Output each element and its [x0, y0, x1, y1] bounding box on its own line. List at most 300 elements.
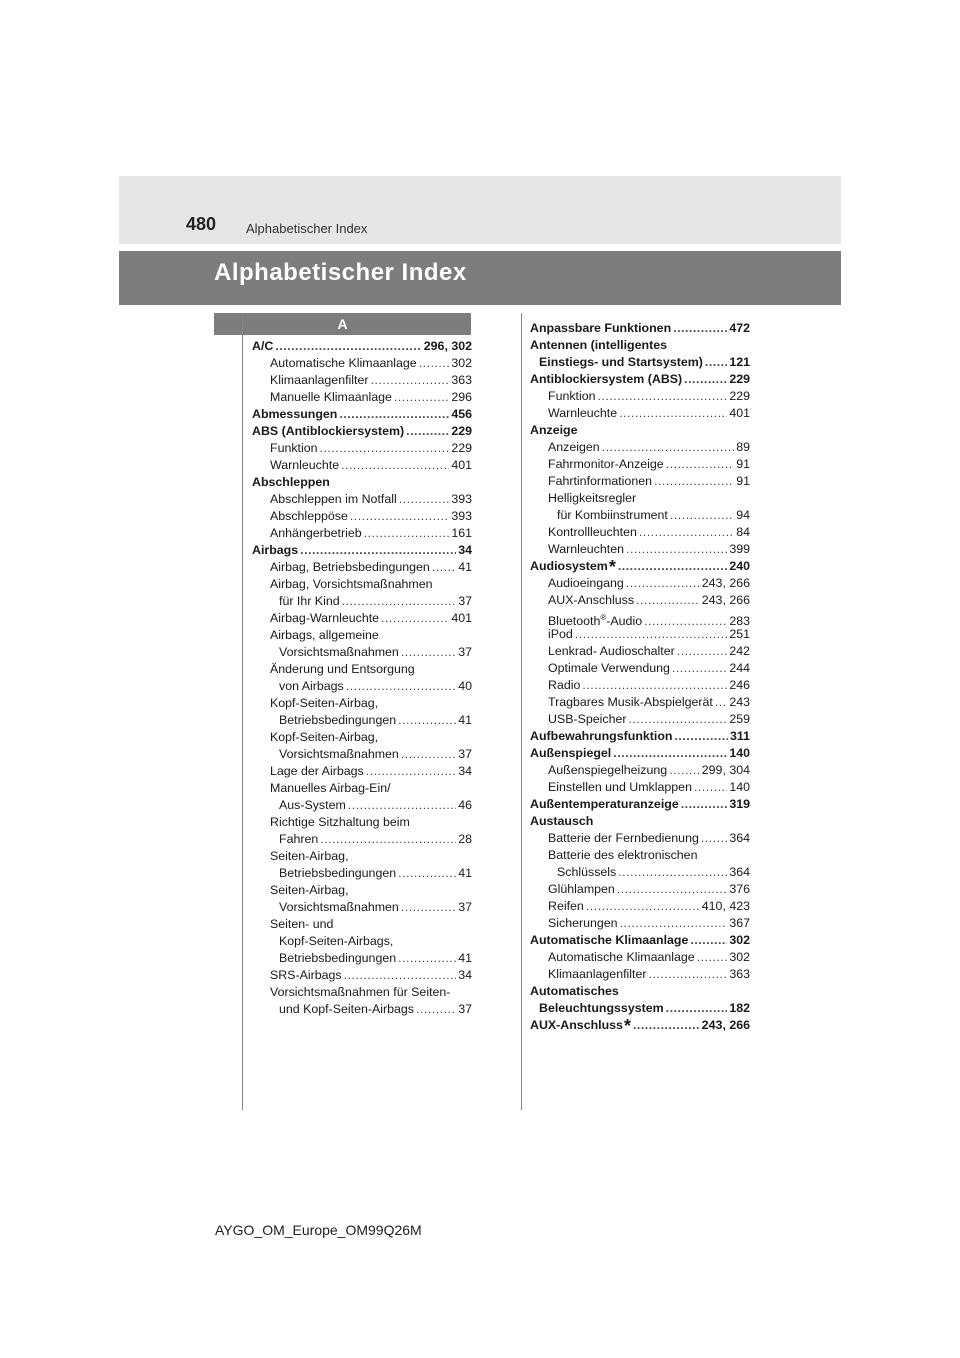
index-entry-page[interactable]: 91	[736, 457, 750, 471]
header-band	[119, 176, 841, 244]
index-entry-term: Kontrollleuchten	[548, 525, 637, 539]
dot-leader	[619, 405, 727, 422]
index-entry-term: Lage der Airbags	[270, 764, 364, 778]
dot-leader	[432, 559, 456, 576]
index-entry-term: Seiten-Airbag,	[270, 883, 349, 897]
index-entry-page[interactable]: 34	[458, 968, 472, 982]
page-title: Alphabetischer Index	[214, 259, 467, 286]
index-entry	[530, 677, 750, 694]
index-entry-page[interactable]: 393	[451, 509, 472, 523]
index-entry-term: Lenkrad- Audioschalter	[548, 644, 675, 658]
index-entry-term: Außenspiegelheizung	[548, 763, 668, 777]
dot-leader	[399, 491, 450, 508]
index-entry-term: Anpassbare Funktionen	[530, 321, 672, 335]
index-entry-term: Beleuchtungssystem	[539, 1001, 664, 1015]
dot-leader	[398, 865, 456, 882]
index-entry	[252, 355, 472, 372]
index-entry-term: Richtige Sitzhaltung beim	[270, 815, 410, 829]
index-entry	[252, 746, 472, 763]
index-entry	[252, 508, 472, 525]
dot-leader	[690, 932, 727, 949]
index-entry-page[interactable]: 367	[729, 916, 750, 930]
dot-leader	[701, 830, 727, 847]
index-entry-page[interactable]: 299, 304	[701, 763, 750, 777]
dot-leader	[346, 678, 456, 695]
index-entry	[252, 423, 472, 440]
dot-leader	[674, 728, 728, 745]
index-entry	[530, 847, 750, 864]
index-entry-page[interactable]: 401	[729, 406, 750, 420]
index-entry-page[interactable]: 401	[451, 611, 472, 625]
index-entry-page[interactable]: 363	[729, 967, 750, 981]
dot-leader	[575, 626, 728, 643]
index-entry-term: Manuelles Airbag-Ein/	[270, 781, 391, 795]
dot-leader	[344, 967, 457, 984]
dot-leader	[677, 643, 728, 660]
index-entry-term: Austausch	[530, 814, 594, 828]
footnote-star: *	[608, 557, 616, 577]
index-entry	[530, 388, 750, 405]
index-entry-page[interactable]: 302	[729, 933, 750, 947]
dot-leader	[618, 864, 727, 881]
index-entry-term: Funktion	[270, 441, 318, 455]
dot-leader	[602, 439, 735, 456]
index-entry	[530, 524, 750, 541]
dot-leader	[684, 371, 727, 388]
index-entry-term: iPod	[548, 627, 573, 641]
index-entry	[252, 644, 472, 661]
index-entry-term: Reifen	[548, 899, 584, 913]
index-entry-page[interactable]: 244	[729, 661, 750, 675]
index-entry-term: Bluetooth®-Audio	[548, 613, 643, 629]
index-entry	[530, 320, 750, 337]
index-entry-term: Abschleppen	[252, 475, 330, 489]
dot-leader	[697, 949, 728, 966]
index-entry-term: Schlüssels	[557, 865, 617, 879]
index-entry	[252, 678, 472, 695]
column-divider-left	[242, 313, 243, 1110]
index-entry-page[interactable]: 246	[729, 678, 750, 692]
dot-leader	[626, 575, 700, 592]
index-entry-term: Airbag, Betriebsbedingungen	[270, 560, 430, 574]
dot-leader	[401, 644, 456, 661]
index-entry	[252, 933, 472, 950]
header-section-title: Alphabetischer Index	[246, 221, 368, 236]
index-entry	[530, 745, 750, 762]
index-entry	[252, 372, 472, 389]
dot-leader	[300, 542, 456, 559]
index-entry-term: Antennen (intelligentes	[530, 338, 667, 352]
index-entry-page[interactable]: 84	[736, 525, 750, 539]
dot-leader	[617, 881, 728, 898]
dot-leader	[654, 473, 734, 490]
index-entry	[530, 830, 750, 847]
index-entry-term: Aufbewahrungsfunktion	[530, 729, 673, 743]
index-entry	[530, 541, 750, 558]
footer-document-code: AYGO_OM_Europe_OM99Q26M	[215, 1222, 422, 1238]
dot-leader	[669, 762, 700, 779]
index-entry-page[interactable]: 302	[451, 356, 472, 370]
index-column-1	[252, 338, 472, 1018]
index-entry-term: Vorsichtsmaßnahmen	[279, 645, 399, 659]
index-entry-page[interactable]: 229	[729, 389, 750, 403]
index-entry-term: Seiten-Airbag,	[270, 849, 349, 863]
index-entry-term: Anhängerbetrieb	[270, 526, 362, 540]
index-entry-term: Außenspiegel	[530, 746, 612, 760]
index-entry	[530, 762, 750, 779]
index-entry	[252, 610, 472, 627]
index-entry-term: Vorsichtsmaßnahmen	[279, 900, 399, 914]
dot-leader	[398, 950, 456, 967]
index-entry-page[interactable]: 364	[729, 831, 750, 845]
index-entry	[530, 660, 750, 677]
index-entry-page[interactable]: 41	[458, 866, 472, 880]
index-entry-term: Airbag-Warnleuchte	[270, 611, 380, 625]
index-entry	[530, 711, 750, 728]
dot-leader	[673, 320, 727, 337]
index-entry-page[interactable]: 37	[458, 645, 472, 659]
dot-leader	[275, 338, 421, 355]
index-entry-page[interactable]: 243, 266	[701, 576, 750, 590]
index-entry	[252, 389, 472, 406]
index-entry	[530, 728, 750, 745]
index-entry-term: Vorsichtsmaßnahmen	[279, 747, 399, 761]
index-entry	[252, 457, 472, 474]
dot-leader	[320, 440, 450, 457]
index-entry-page[interactable]: 472	[729, 321, 750, 335]
index-entry-page[interactable]: 41	[458, 713, 472, 727]
index-entry-term: Anzeige	[530, 423, 578, 437]
index-entry	[530, 898, 750, 915]
index-entry-term: USB-Speicher	[548, 712, 627, 726]
index-entry-page[interactable]: 140	[729, 780, 750, 794]
index-entry-page[interactable]: 182	[729, 1001, 750, 1015]
index-entry-term: SRS-Airbags	[270, 968, 342, 982]
index-entry	[252, 525, 472, 542]
index-entry-page[interactable]: 259	[729, 712, 750, 726]
dot-leader	[342, 593, 457, 610]
page-number: 480	[186, 214, 217, 234]
index-entry-term: Batterie des elektronischen	[548, 848, 698, 862]
dot-leader	[394, 389, 449, 406]
dot-leader	[320, 831, 456, 848]
index-entry-page[interactable]: 41	[458, 951, 472, 965]
dot-leader	[618, 558, 727, 575]
dot-leader	[670, 507, 734, 524]
dot-leader	[419, 355, 450, 372]
index-entry-term: Abschleppöse	[270, 509, 348, 523]
index-entry-term: Außentemperaturanzeige	[530, 797, 679, 811]
dot-leader	[366, 763, 457, 780]
index-entry-term: ABS (Antiblockiersystem)	[252, 424, 405, 438]
index-entry	[530, 337, 750, 354]
index-entry-term: Klimaanlagenfilter	[548, 967, 647, 981]
index-entry-page[interactable]: 140	[729, 746, 750, 760]
dot-leader	[586, 898, 700, 915]
column-divider-right	[521, 313, 522, 1110]
index-entry-term: Audiosystem*	[530, 557, 616, 577]
dot-leader	[381, 610, 449, 627]
index-entry	[252, 899, 472, 916]
index-entry-page[interactable]: 89	[736, 440, 750, 454]
index-entry	[252, 661, 472, 678]
index-entry	[530, 405, 750, 422]
index-entry-term: für Ihr Kind	[279, 594, 340, 608]
index-entry-page[interactable]: 37	[458, 747, 472, 761]
index-entry-term: Sicherungen	[548, 916, 618, 930]
index-entry-term: Fahrtinformationen	[548, 474, 652, 488]
index-entry-page[interactable]: 37	[458, 594, 472, 608]
dot-leader	[348, 797, 456, 814]
index-entry-page[interactable]: 34	[458, 764, 472, 778]
dot-leader	[666, 1000, 728, 1017]
index-entry-page[interactable]: 121	[729, 355, 750, 369]
index-entry-page[interactable]: 37	[458, 900, 472, 914]
dot-leader	[582, 677, 727, 694]
index-entry	[252, 338, 472, 355]
dot-leader	[350, 508, 449, 525]
index-entry	[530, 643, 750, 660]
index-entry-term: Abschleppen im Notfall	[270, 492, 397, 506]
index-entry-page[interactable]: 37	[458, 1002, 472, 1016]
index-entry-term: Fahren	[279, 832, 319, 846]
index-entry-page[interactable]: 399	[729, 542, 750, 556]
index-entry-term: AUX-Anschluss	[548, 593, 635, 607]
index-entry	[252, 763, 472, 780]
index-entry	[252, 627, 472, 644]
index-entry-term: Helligkeitsregler	[548, 491, 637, 505]
index-entry-page[interactable]: 240	[729, 559, 750, 573]
index-entry-page[interactable]: 40	[458, 679, 472, 693]
index-entry	[530, 915, 750, 932]
index-entry-page[interactable]: 410, 423	[701, 899, 750, 913]
dot-leader	[626, 541, 727, 558]
index-entry-term: Warnleuchte	[270, 458, 340, 472]
index-entry-term: Optimale Verwendung	[548, 661, 670, 675]
index-entry-term: Automatische Klimaanlage	[270, 356, 417, 370]
dot-leader	[633, 1017, 700, 1034]
index-entry	[530, 575, 750, 592]
index-entry-page[interactable]: 364	[729, 865, 750, 879]
index-entry-term: Betriebsbedingungen	[279, 951, 397, 965]
index-entry	[530, 558, 750, 575]
dot-leader	[620, 915, 728, 932]
index-entry-page[interactable]: 283	[729, 614, 750, 629]
index-entry	[252, 729, 472, 746]
index-entry-page[interactable]: 243, 266	[701, 593, 750, 607]
index-entry-term: A/C	[252, 339, 274, 353]
index-entry	[530, 1017, 750, 1034]
index-entry-page[interactable]: 91	[736, 474, 750, 488]
index-entry	[252, 440, 472, 457]
index-entry-term: Seiten- und	[270, 917, 334, 931]
index-entry	[252, 882, 472, 899]
index-entry-term: Kopf-Seiten-Airbag,	[270, 696, 379, 710]
index-entry-term: Kopf-Seiten-Airbags,	[279, 934, 394, 948]
index-entry-term: Automatische Klimaanlage	[548, 950, 695, 964]
index-entry	[252, 848, 472, 865]
index-entry	[252, 474, 472, 491]
index-entry	[530, 507, 750, 524]
index-entry-term: Klimaanlagenfilter	[270, 373, 369, 387]
index-entry-page[interactable]: 251	[729, 627, 750, 641]
index-entry-page[interactable]: 311	[730, 729, 750, 743]
dot-leader	[339, 406, 449, 423]
index-entry-term: Kopf-Seiten-Airbag,	[270, 730, 379, 744]
index-entry	[252, 950, 472, 967]
index-entry-page[interactable]: 401	[451, 458, 472, 472]
index-entry	[530, 813, 750, 830]
index-entry-page[interactable]: 242	[729, 644, 750, 658]
index-entry-page[interactable]: 243, 266	[701, 1018, 750, 1032]
index-entry	[252, 1001, 472, 1018]
index-entry-term: Betriebsbedingungen	[279, 866, 397, 880]
index-entry	[530, 456, 750, 473]
dot-leader	[639, 524, 734, 541]
index-entry-term: Änderung und Entsorgung	[270, 662, 415, 676]
dot-leader	[715, 694, 727, 711]
index-entry-page[interactable]: 296	[451, 390, 472, 404]
index-entry	[530, 983, 750, 1000]
index-entry-term: Einstiegs- und Startsystem)	[539, 355, 703, 369]
index-entry-term: Automatisches	[530, 984, 619, 998]
index-entry	[530, 422, 750, 439]
index-entry	[252, 491, 472, 508]
index-entry-page[interactable]: 46	[458, 798, 472, 812]
index-entry-page[interactable]: 243	[729, 695, 750, 709]
index-entry-term: Abmessungen	[252, 407, 338, 421]
index-entry-page[interactable]: 94	[736, 508, 750, 522]
dot-leader	[406, 423, 449, 440]
index-entry-term: Radio	[548, 678, 581, 692]
index-entry	[530, 626, 750, 643]
index-entry-term: Einstellen und Umklappen	[548, 780, 692, 794]
index-entry	[530, 694, 750, 711]
index-entry	[530, 949, 750, 966]
index-entry	[530, 796, 750, 813]
index-entry-page[interactable]: 393	[451, 492, 472, 506]
index-entry-term: Anzeigen	[548, 440, 600, 454]
index-entry-term: Automatische Klimaanlage	[530, 933, 689, 947]
dot-leader	[705, 354, 727, 371]
index-entry-term: für Kombiinstrument	[557, 508, 668, 522]
index-entry-term: von Airbags	[279, 679, 344, 693]
dot-leader	[364, 525, 450, 542]
index-entry	[530, 490, 750, 507]
dot-leader	[401, 899, 456, 916]
index-entry-term: Fahrmonitor-Anzeige	[548, 457, 664, 471]
index-entry	[252, 576, 472, 593]
index-entry	[252, 695, 472, 712]
index-entry-page[interactable]: 34	[458, 543, 472, 557]
index-entry	[252, 542, 472, 559]
dot-leader	[613, 745, 727, 762]
index-entry	[530, 473, 750, 490]
index-entry-page[interactable]: 229	[451, 441, 472, 455]
index-entry-page[interactable]: 229	[729, 372, 750, 386]
dot-leader	[681, 796, 728, 813]
index-entry-term: Warnleuchten	[548, 542, 624, 556]
index-entry-page[interactable]: 41	[458, 560, 472, 574]
index-entry-term: Batterie der Fernbedienung	[548, 831, 699, 845]
dot-leader	[416, 1001, 456, 1018]
dot-leader	[398, 712, 456, 729]
index-entry	[530, 371, 750, 388]
dot-leader	[401, 746, 456, 763]
index-entry	[252, 712, 472, 729]
index-entry-page[interactable]: 229	[451, 424, 472, 438]
dot-leader	[598, 388, 728, 405]
index-entry	[252, 559, 472, 576]
index-entry	[530, 354, 750, 371]
index-entry	[252, 780, 472, 797]
index-entry	[252, 593, 472, 610]
index-entry-term: Glühlampen	[548, 882, 615, 896]
dot-leader	[341, 457, 449, 474]
index-entry	[252, 814, 472, 831]
index-entry	[530, 1000, 750, 1017]
index-entry	[530, 932, 750, 949]
index-entry-term: und Kopf-Seiten-Airbags	[279, 1002, 415, 1016]
index-entry-term: Aus-System	[279, 798, 346, 812]
index-entry-page[interactable]: 296, 302	[423, 339, 472, 353]
index-entry	[252, 865, 472, 882]
index-entry	[530, 439, 750, 456]
index-entry-page[interactable]: 363	[451, 373, 472, 387]
index-entry-term: Betriebsbedingungen	[279, 713, 397, 727]
index-entry-term: Manuelle Klimaanlage	[270, 390, 392, 404]
index-entry-term: Warnleuchte	[548, 406, 618, 420]
index-column-2	[530, 320, 750, 1034]
index-entry-page[interactable]: 376	[729, 882, 750, 896]
index-entry	[252, 916, 472, 933]
index-entry	[530, 864, 750, 881]
index-entry-term: Tragbares Musik-Abspielgerät	[548, 695, 713, 709]
dot-leader	[672, 660, 727, 677]
index-entry-page[interactable]: 456	[451, 407, 472, 421]
index-entry-term: Funktion	[548, 389, 596, 403]
dot-leader	[629, 711, 728, 728]
dot-leader	[694, 779, 727, 796]
index-entry	[252, 406, 472, 423]
index-entry-page[interactable]: 319	[729, 797, 750, 811]
index-entry	[530, 592, 750, 609]
index-entry	[530, 881, 750, 898]
index-entry	[252, 967, 472, 984]
dot-leader	[636, 592, 700, 609]
index-entry-term: Vorsichtsmaßnahmen für Seiten-	[270, 985, 451, 999]
index-entry-page[interactable]: 161	[451, 526, 472, 540]
dot-leader	[371, 372, 450, 389]
letter-heading: A	[214, 313, 471, 335]
index-entry-term: Airbag, Vorsichtsmaßnahmen	[270, 577, 433, 591]
footnote-star: *	[623, 1016, 631, 1036]
index-entry-term: Airbags	[252, 543, 299, 557]
index-entry	[530, 779, 750, 796]
dot-leader	[666, 456, 735, 473]
index-entry-page[interactable]: 28	[458, 832, 472, 846]
index-entry-page[interactable]: 302	[729, 950, 750, 964]
index-entry	[252, 831, 472, 848]
index-entry-term: AUX-Anschluss*	[530, 1016, 631, 1036]
index-entry	[530, 966, 750, 983]
index-entry-term: Audioeingang	[548, 576, 624, 590]
index-entry	[252, 984, 472, 1001]
index-entry-term: Antiblockiersystem (ABS)	[530, 372, 683, 386]
index-entry	[252, 797, 472, 814]
dot-leader	[649, 966, 728, 983]
index-entry	[530, 609, 750, 629]
